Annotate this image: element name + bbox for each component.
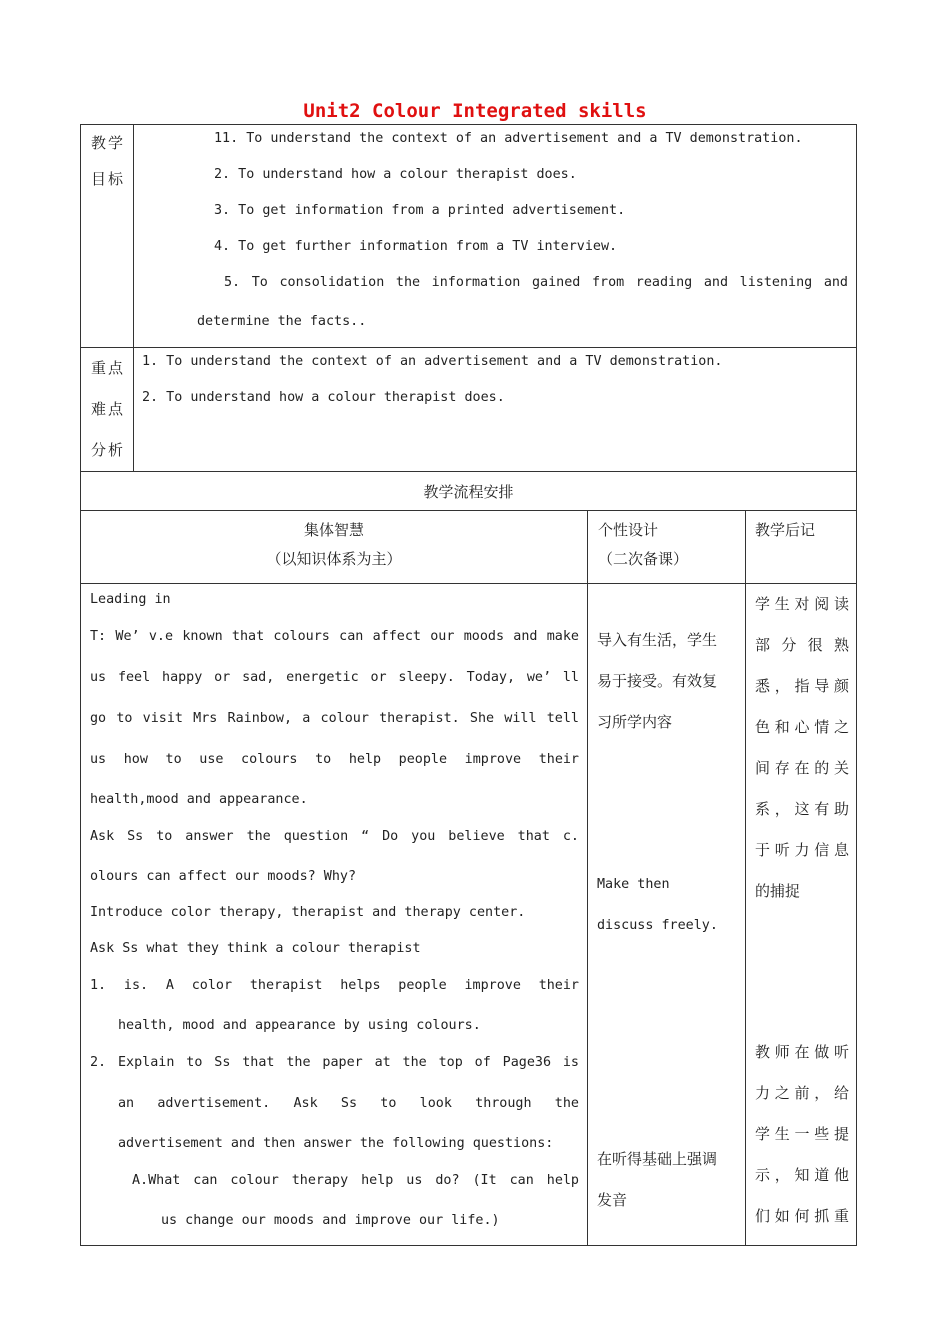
afterthought-line: 示，知道他 — [755, 1166, 849, 1184]
content-line: Introduce color therapy, therapist and therapy center. — [90, 905, 526, 920]
afterthought-line: 间存在的关 — [755, 759, 849, 777]
afterthought-line: 于听力信息 — [755, 841, 849, 859]
design-note-line: 在听得基础上强调 — [597, 1150, 718, 1168]
content-line: go to visit Mrs Rainbow, a colour therapist. She will tell — [90, 711, 579, 726]
design-note-line: 习所学内容 — [597, 713, 673, 731]
objective-item: 11. To understand the context of an advertisement and a TV demonstration. — [214, 131, 803, 146]
objective-item: 5. To consolidation the information gained from reading and listening and — [224, 275, 848, 290]
objectives-label-2: 目标 — [91, 170, 126, 188]
column-header-row — [81, 511, 857, 584]
design-note-1 — [597, 620, 717, 743]
objectives-label-cell — [81, 125, 134, 348]
document-title: Unit2 Colour Integrated skills — [303, 100, 647, 122]
afterthought-line: 学生对阅读 — [755, 595, 849, 613]
content-line: an advertisement. Ask Ss to look through the — [118, 1096, 579, 1111]
afterthought-1 — [755, 584, 849, 912]
col2-header-line2: （二次备课） — [598, 550, 689, 568]
content-line: 1. is. A color therapist helps people improve their — [90, 978, 579, 993]
key-point-item: 2. To understand how a colour therapist does. — [142, 390, 505, 405]
objective-item: determine the facts.. — [197, 314, 367, 329]
lesson-plan-table — [80, 124, 857, 1246]
col3-header-line1: 教学后记 — [755, 521, 816, 539]
key-points-label-3: 分析 — [91, 441, 126, 459]
col1-header-line1: 集体智慧 — [303, 521, 364, 539]
key-points-label-1: 重点 — [91, 359, 126, 377]
key-points-content-cell — [134, 348, 857, 472]
flow-header: 教学流程安排 — [81, 472, 857, 511]
afterthought-line: 悉，指导颜 — [755, 677, 849, 695]
afterthought-line: 们如何抓重 — [755, 1207, 849, 1225]
main-content-row — [81, 584, 857, 1246]
design-note-line: 易于接受。有效复 — [597, 672, 718, 690]
content-line: olours can affect our moods? Why? — [90, 869, 357, 884]
main-content-cell — [81, 584, 588, 1246]
design-note-line: discuss freely. — [597, 918, 718, 933]
key-point-item: 1. To understand the context of an advertisement and a TV demonstration. — [142, 354, 723, 369]
objectives-label-1: 教学 — [91, 134, 126, 152]
content-line: advertisement and then answer the following questions: — [118, 1136, 554, 1151]
content-line: health,mood and appearance. — [90, 792, 308, 807]
content-line: Leading in — [90, 592, 171, 607]
col1-header-cell — [81, 511, 588, 584]
afterthought-line: 力之前，给 — [755, 1084, 849, 1102]
key-points-label-cell — [81, 348, 134, 472]
design-note-line: 发音 — [597, 1191, 628, 1209]
objectives-content-cell — [134, 125, 857, 348]
objectives-row — [81, 125, 857, 348]
design-note-2 — [597, 864, 718, 946]
afterthought-line: 部分很熟 — [755, 636, 849, 654]
content-line: us change our moods and improve our life.) — [161, 1213, 500, 1228]
objective-item: 4. To get further information from a TV interview. — [214, 239, 618, 254]
afterthought-line: 的捕捉 — [755, 882, 801, 900]
afterthought-line: 系，这有助 — [755, 800, 849, 818]
key-points-row — [81, 348, 857, 472]
afterthought-line: 教师在做听 — [755, 1043, 849, 1061]
content-line: 2. Explain to Ss that the paper at the top of Page36 is — [90, 1055, 579, 1070]
design-note-line: 导入有生活，学生 — [597, 631, 718, 649]
content-line: A.What can colour therapy help us do? (It can help — [132, 1173, 579, 1188]
objective-item: 3. To get information from a printed advertisement. — [214, 203, 626, 218]
content-line: health, mood and appearance by using colours. — [118, 1018, 481, 1033]
objective-item: 2. To understand how a colour therapist does. — [214, 167, 577, 182]
flow-header-row — [81, 472, 857, 511]
afterthought-line: 学生一些提 — [755, 1125, 849, 1143]
content-line: T: We’ v.e known that colours can affect our moods and make — [90, 629, 579, 644]
design-notes-cell — [588, 584, 746, 1246]
afterthoughts-cell — [746, 584, 857, 1246]
content-line: us how to use colours to help people improve their — [90, 752, 579, 767]
design-note-line: Make then — [597, 877, 670, 892]
col2-header-line1: 个性设计 — [598, 521, 659, 539]
col3-header-cell — [746, 511, 857, 584]
col2-header-cell — [588, 511, 746, 584]
col1-header-line2: （以知识体系为主） — [266, 550, 402, 568]
key-points-label-2: 难点 — [91, 400, 126, 418]
content-line: Ask Ss to answer the question “ Do you believe that c. — [90, 829, 579, 844]
afterthought-2 — [755, 1032, 849, 1237]
content-line: us feel happy or sad, energetic or sleepy. Today, we’ ll — [90, 670, 579, 685]
content-line: Ask Ss what they think a colour therapist — [90, 941, 421, 956]
design-note-3 — [597, 1139, 717, 1221]
afterthought-line: 色和心情之 — [755, 718, 849, 736]
